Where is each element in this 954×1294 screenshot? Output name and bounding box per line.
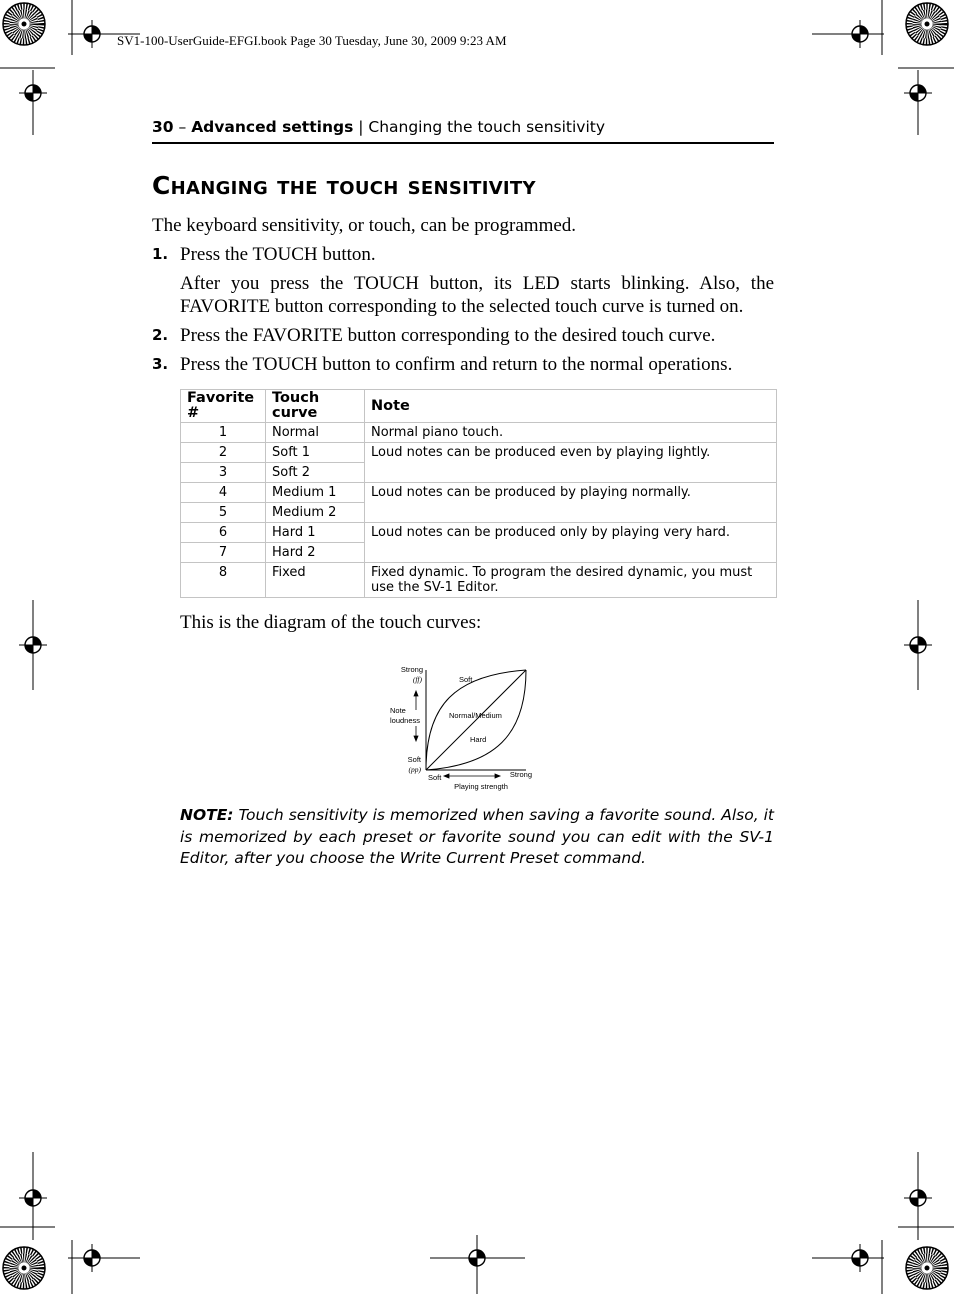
curve-cell: Soft 2 bbox=[266, 463, 365, 483]
print-info-line: SV1-100-UserGuide-EFGI.book Page 30 Tuesday, June 30, 2009 9:23 AM bbox=[117, 33, 507, 48]
curve-label-normal-medium: Normal/Medium bbox=[449, 711, 502, 720]
curve-cell: Medium 1 bbox=[266, 483, 365, 503]
step-number-3: 3. bbox=[152, 355, 169, 373]
curve-label-soft: Soft bbox=[459, 675, 473, 684]
y-label-note: Note bbox=[390, 706, 406, 715]
note-cell: Fixed dynamic. To program the desired dynamic, you must use the SV-1 Editor. bbox=[365, 563, 777, 598]
table-row bbox=[181, 563, 777, 598]
step-text-1: Press the TOUCH button. bbox=[180, 244, 376, 265]
header-dash: – bbox=[173, 118, 192, 136]
step-number-1: 1. bbox=[152, 245, 169, 263]
table-row bbox=[181, 423, 777, 443]
x-label-strong: Strong bbox=[509, 770, 532, 779]
y-label-soft: Soft bbox=[407, 755, 421, 764]
step-number-2: 2. bbox=[152, 326, 169, 344]
favorite-cell: 4 bbox=[181, 483, 266, 503]
note-cell: Loud notes can be produced even by playing lightly. bbox=[365, 443, 777, 483]
y-label-soft-dynamic: (pp) bbox=[408, 765, 421, 774]
note-label: NOTE: bbox=[180, 806, 234, 824]
favorite-cell: 5 bbox=[181, 503, 266, 523]
y-label-strong: Strong bbox=[400, 665, 423, 674]
y-label-strong-dynamic: (ff) bbox=[412, 675, 422, 684]
note-cell: Normal piano touch. bbox=[365, 423, 777, 443]
table-row bbox=[181, 523, 777, 543]
page-number: 30 bbox=[152, 118, 174, 136]
header-separator: | bbox=[353, 118, 369, 136]
favorite-cell: 2 bbox=[181, 443, 266, 463]
favorite-cell: 1 bbox=[181, 423, 266, 443]
x-label-soft: Soft bbox=[428, 773, 442, 782]
table-header-row bbox=[181, 390, 777, 423]
curve-cell: Hard 1 bbox=[266, 523, 365, 543]
favorite-cell: 7 bbox=[181, 543, 266, 563]
note-cell: Loud notes can be produced by playing normally. bbox=[365, 483, 777, 523]
x-axis-arrow-icon bbox=[444, 774, 500, 778]
curve-cell: Soft 1 bbox=[266, 443, 365, 463]
note-cell: Loud notes can be produced only by playing very hard. bbox=[365, 523, 777, 563]
table-header-favorite: Favorite # bbox=[181, 390, 266, 423]
curve-cell: Hard 2 bbox=[266, 543, 365, 563]
diagram-intro: This is the diagram of the touch curves: bbox=[180, 612, 482, 633]
curve-cell: Normal bbox=[266, 423, 365, 443]
favorite-cell: 3 bbox=[181, 463, 266, 483]
touch-curve-table bbox=[180, 389, 777, 598]
normal-medium-curve bbox=[426, 670, 526, 770]
step-text-3: Press the TOUCH button to confirm and return to the normal operations. bbox=[180, 354, 733, 375]
favorite-cell: 8 bbox=[181, 563, 266, 598]
running-header bbox=[152, 118, 774, 136]
x-axis-title: Playing strength bbox=[454, 782, 508, 791]
y-label-loudness: loudness bbox=[390, 716, 421, 725]
page-title: Changing the touch sensitivity bbox=[152, 171, 536, 200]
favorite-cell: 6 bbox=[181, 523, 266, 543]
curve-cell: Medium 2 bbox=[266, 503, 365, 523]
touch-curve-diagram bbox=[385, 660, 545, 795]
note-text: Touch sensitivity is memorized when saving a favorite sound. Also, it is memorized by each preset or favorite sound you can edit with the SV-1 Editor, after you choose the Write Current Preset command. bbox=[180, 806, 774, 867]
step-text-2: Press the FAVORITE button corresponding to the desired touch curve. bbox=[180, 325, 716, 346]
table-header-note: Note bbox=[365, 390, 777, 423]
registration-mark-icon bbox=[19, 20, 932, 1272]
header-rule bbox=[152, 142, 774, 144]
header-section: Advanced settings bbox=[191, 118, 354, 136]
note-paragraph bbox=[180, 805, 774, 870]
header-subsection: Changing the touch sensitivity bbox=[368, 118, 606, 136]
step-1-detail: After you press the TOUCH button, its LED starts blinking. Also, the FAVORITE button corresponding to the selected touch curve is turned on. bbox=[180, 273, 774, 317]
intro-text: The keyboard sensitivity, or touch, can be programmed. bbox=[152, 215, 577, 236]
curve-cell: Fixed bbox=[266, 563, 365, 598]
curve-label-hard: Hard bbox=[470, 735, 487, 744]
table-header-touch-curve: Touch curve bbox=[266, 390, 365, 423]
table-row bbox=[181, 443, 777, 463]
table-row bbox=[181, 483, 777, 503]
